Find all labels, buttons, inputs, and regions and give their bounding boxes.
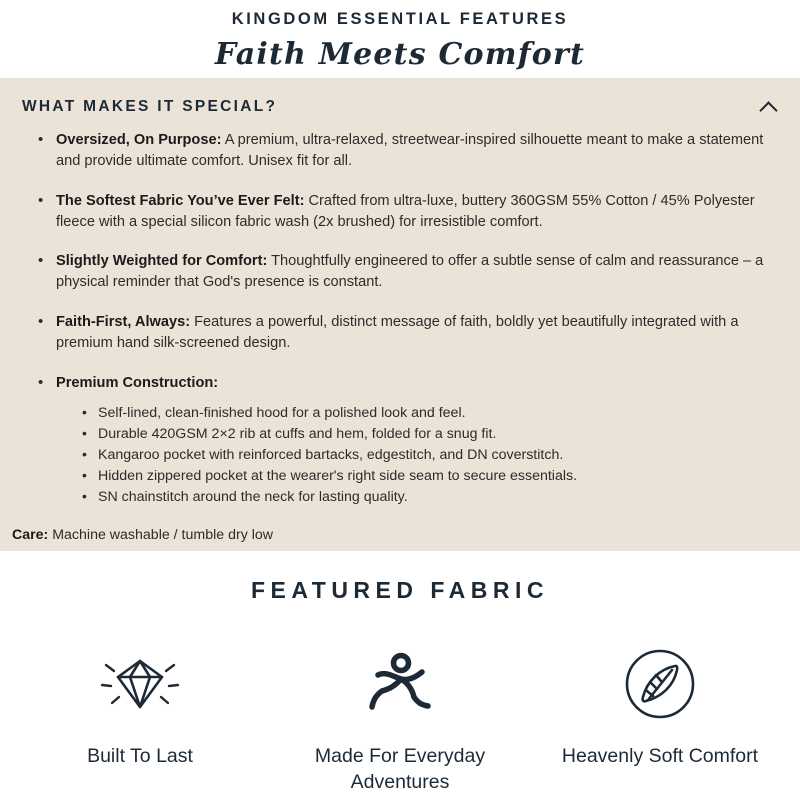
- running-person-icon: [345, 638, 455, 730]
- list-item: • SN chainstitch around the neck for lasting quality.: [82, 487, 783, 508]
- featured-fabric-title: FEATURED FABRIC: [250, 576, 549, 603]
- fabric-benefit-caption: Heavenly Soft Comfort: [561, 744, 759, 767]
- care-text: Machine washable / tumble dry low: [48, 526, 274, 543]
- fabric-benefit-item: [535, 638, 785, 770]
- feature-list: [38, 130, 800, 508]
- construction-list: [82, 403, 783, 508]
- feather-circle-icon: [605, 638, 715, 730]
- accordion-header[interactable]: [0, 78, 800, 130]
- list-item: [38, 373, 783, 508]
- feature-lead: Slightly Weighted for Comfort:: [56, 253, 268, 270]
- feature-text: Features a powerful, distinct message of faith, boldly yet beautifully integrated with a premium hand silk-screened design.: [56, 314, 739, 352]
- list-item: • Kangaroo pocket with reinforced bartacks, edgestitch, and DN coverstitch.: [82, 445, 783, 466]
- list-item: [38, 130, 783, 172]
- featured-fabric-section: [0, 551, 800, 795]
- fabric-benefits-row: [0, 638, 800, 795]
- list-item: [38, 191, 783, 233]
- care-label: Care:: [12, 526, 49, 543]
- chevron-up-icon[interactable]: [760, 98, 778, 116]
- special-features-panel: [0, 78, 800, 551]
- feature-text: Thoughtfully engineered to offer a subtle sense of calm and reassurance – a physical reminder that God's presence is constant.: [56, 253, 764, 291]
- eyebrow-text: KINGDOM ESSENTIAL FEATURES: [231, 10, 569, 28]
- list-item: • Hidden zippered pocket at the wearer's right side seam to secure essentials.: [82, 466, 783, 487]
- page-title: Faith Meets Comfort: [214, 37, 586, 72]
- diamond-icon: [85, 638, 195, 730]
- page-header: [0, 0, 800, 78]
- feature-lead: Oversized, On Purpose:: [56, 132, 222, 148]
- feature-lead: The Softest Fabric You’ve Ever Felt:: [56, 192, 305, 209]
- fabric-benefit-caption: Made For Everyday Adventures: [314, 744, 486, 793]
- feature-lead: Premium Construction:: [56, 374, 219, 391]
- care-instructions: [12, 527, 800, 543]
- fabric-benefit-item: [15, 638, 265, 770]
- accordion-title: WHAT MAKES IT SPECIAL?: [22, 98, 278, 115]
- list-item: • Durable 420GSM 2×2 rib at cuffs and hem, folded for a snug fit.: [82, 424, 783, 445]
- fabric-benefit-item: [275, 638, 525, 795]
- fabric-benefit-caption: Built To Last: [87, 744, 193, 767]
- list-item: [38, 251, 783, 293]
- list-item: [38, 312, 783, 354]
- feature-text: Crafted from ultra-luxe, buttery 360GSM 55% Cotton / 45% Polyester fleece with a special silicon fabric wash (2x brushed) for irresistible comfort.: [56, 192, 755, 230]
- list-item: • Self-lined, clean-finished hood for a polished look and feel.: [82, 403, 783, 424]
- feature-lead: Faith-First, Always:: [56, 314, 191, 331]
- feature-text: A premium, ultra-relaxed, streetwear-inspired silhouette meant to make a statement and provide ultimate comfort. Unisex fit for all.: [56, 132, 764, 169]
